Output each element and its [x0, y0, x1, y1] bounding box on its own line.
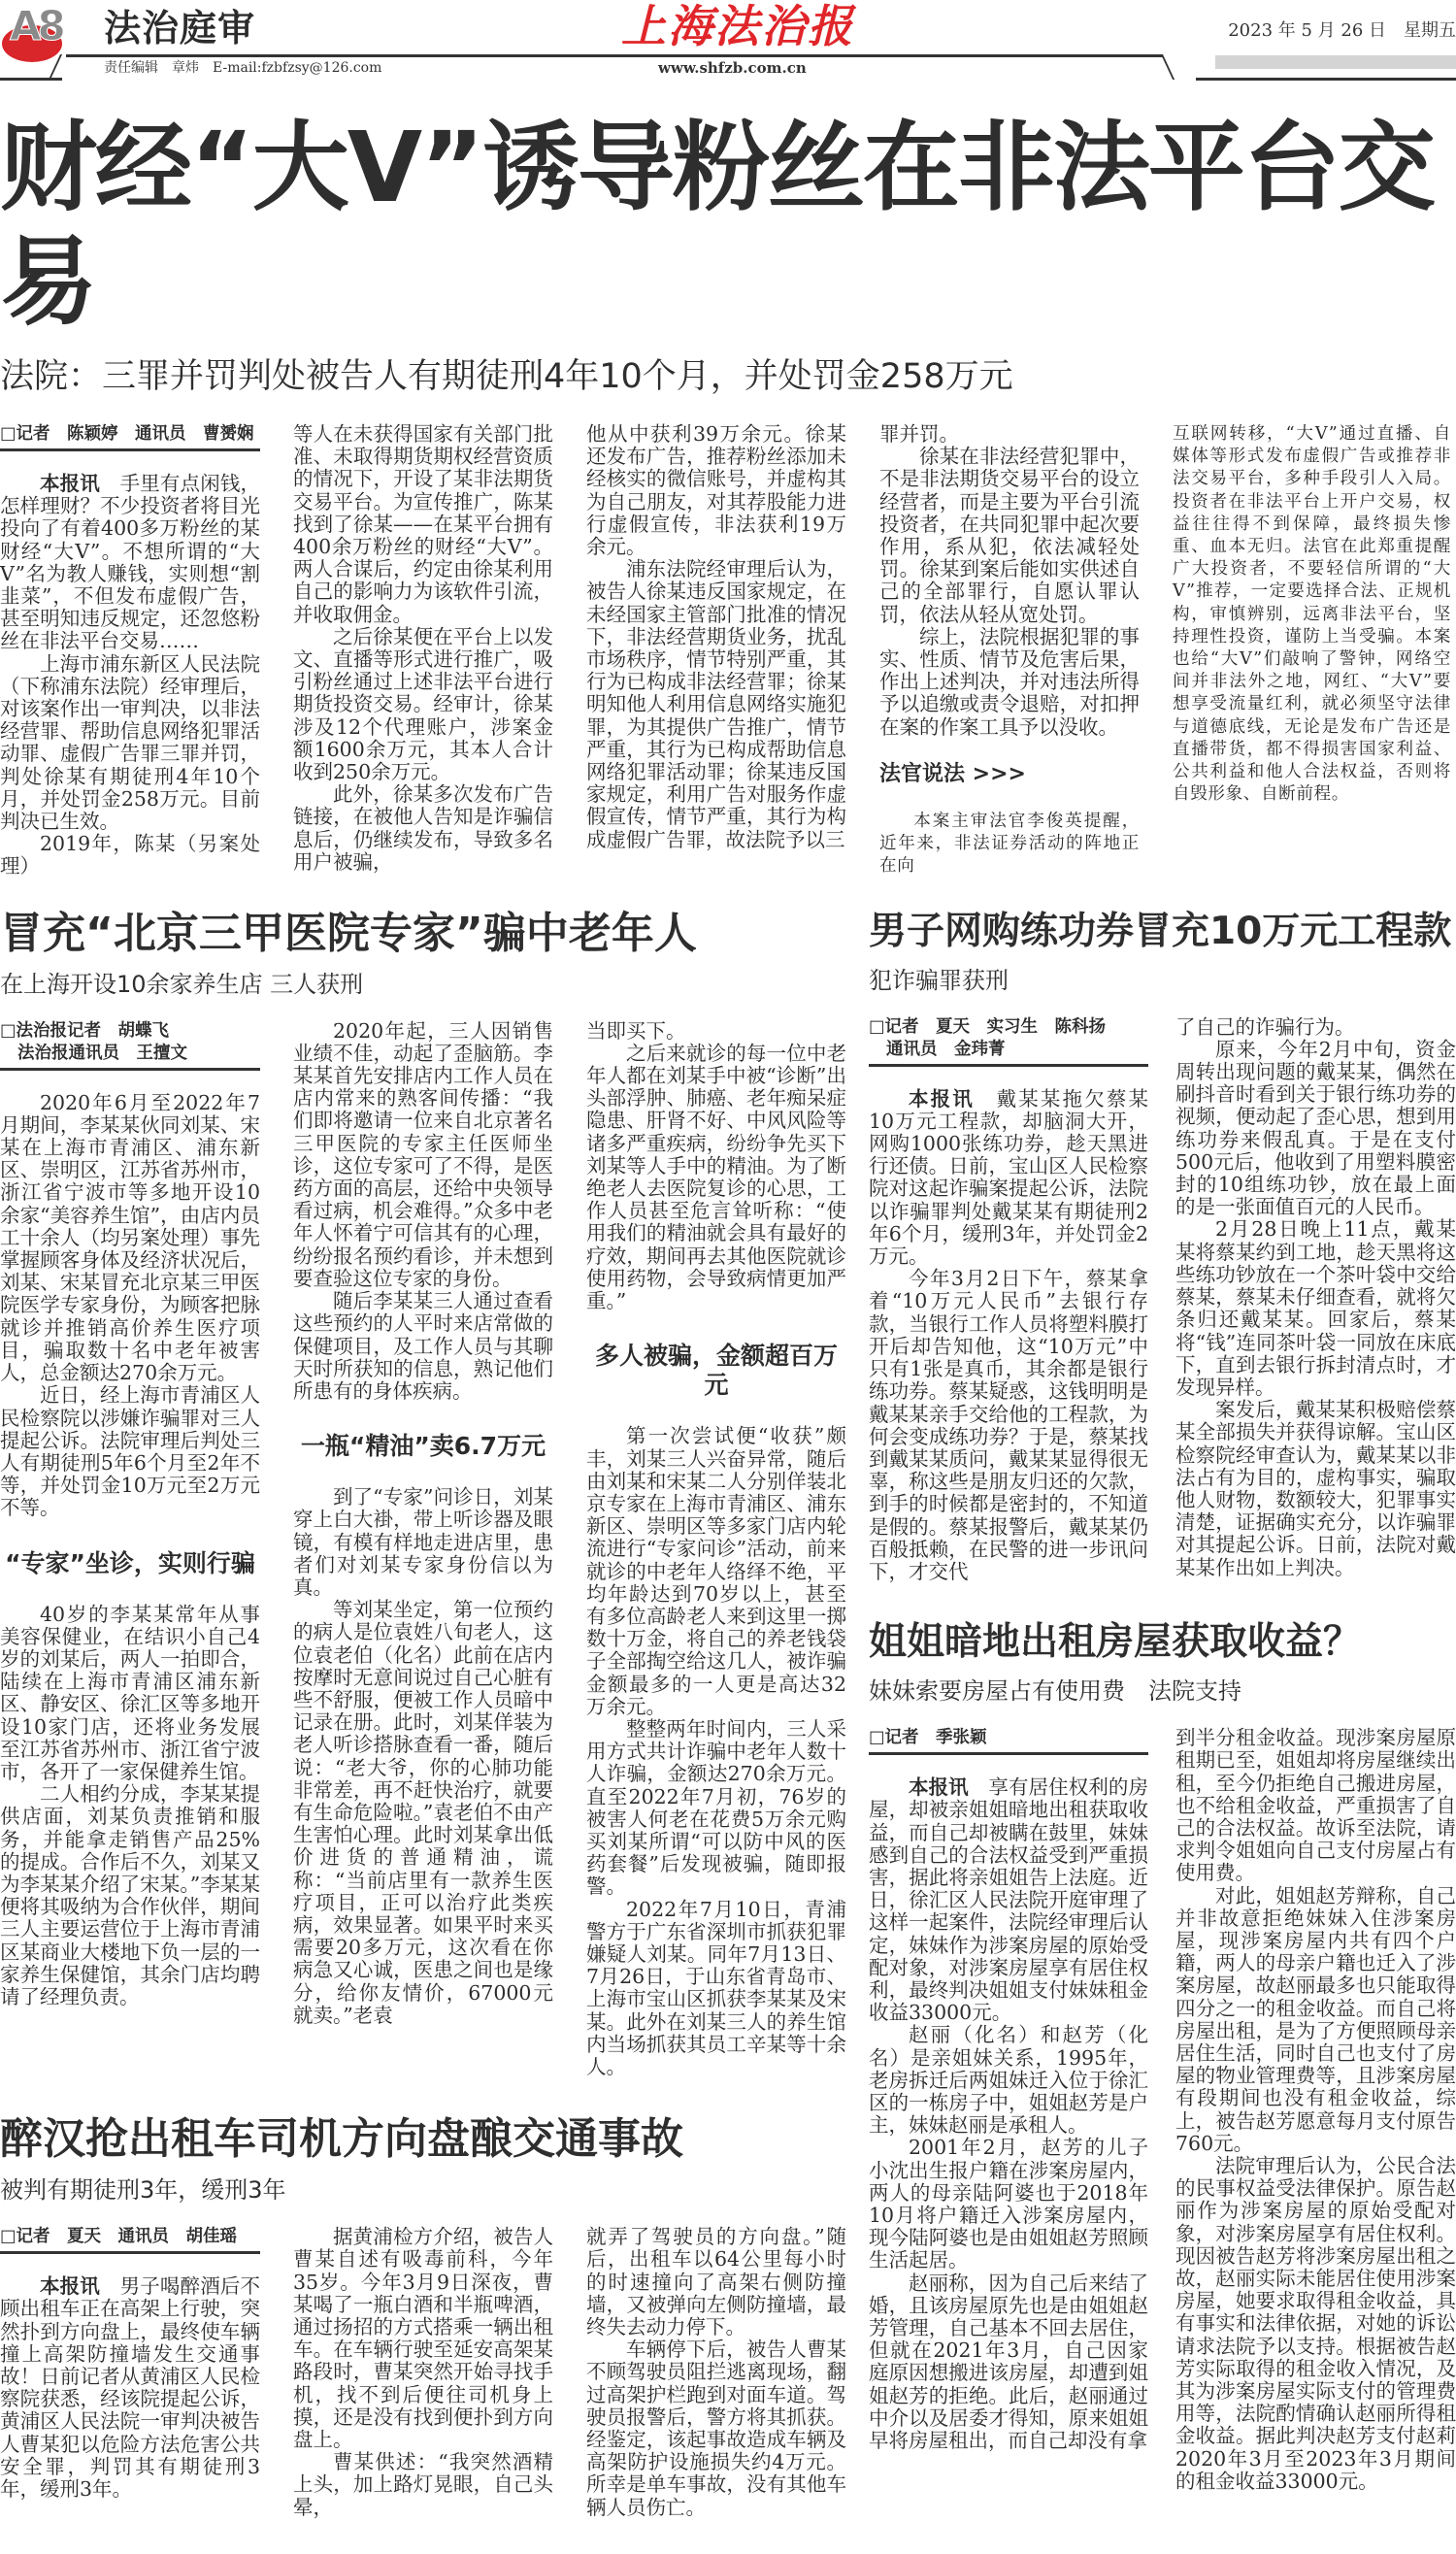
paragraph-text: 案发后，戴某某积极赔偿蔡某全部损失并获得谅解。宝山区检察院经审查认为，戴某某以非法占有为目的，虚构事实，骗取他人财物，数额较大，犯罪事实清楚，证据确实充分，以诈骗罪对其提起公诉。日前，法院对戴某某作出如上判决。: [1175, 1398, 1456, 1579]
paragraph-text: 此外，徐某多次发布广告链接，在被他人告知是诈骗信息后，仍继续发布，导致多名用户被骗，: [293, 782, 553, 874]
paragraph: [0, 1604, 260, 1784]
drunk-passenger-body: [0, 2226, 847, 2519]
byline-line: □记者 夏天 通讯员 胡佳瑶: [0, 2227, 238, 2247]
practice-notes-column-2: [1175, 1016, 1456, 1579]
paragraph-text: 手里有点闲钱，怎样理财？不少投资者将目光投向了有着400多万粉丝的某财经“大V”。不想所谓的“大V”名为教人赚钱，实则想“割韭菜”，不但发布虚假广告，甚至明知违反规定，还忽悠粉丝在非法平台交易……: [0, 472, 261, 653]
newspaper-masthead: 上海法治报: [621, 0, 854, 52]
page-number: A8: [10, 2, 62, 50]
paragraph-text: 对此，姐姐赵芳辩称，自己并非故意拒绝妹妹入住涉案房屋，现涉案房屋内共有四个户籍，两人的母亲户籍也迁入了涉案房屋，故赵丽最多也只能取得四分之一的租金收益。而自己将房屋出租，是为了方便照顾母亲居住生活，同时自己也支付了房屋的物业管理费等，且涉案房屋有段期间也没有租金收益，综上，被告赵芳愿意每月支付原告760元。: [1175, 1883, 1456, 2155]
drunk-passenger-column-3: [586, 2226, 846, 2519]
editor-credit: 责任编辑 章炜 E-mail:fzbfzsy@126.com: [104, 60, 382, 76]
practice-notes-subheadline: 犯诈骗罪获刑: [869, 966, 1009, 994]
paragraph-text: 随后李某某三人通过查看这些预约的人平时来店常做的保健项目，及工作人员与其聊天时所获知的信息，熟记他们所患有的身体疾病。: [293, 1289, 553, 1403]
paragraph: [293, 1486, 553, 1599]
page-header: [0, 0, 1456, 89]
fake-doctor-column-3: [586, 1020, 846, 2079]
paragraph-text: 罪并罚。: [879, 422, 959, 446]
paragraph: [0, 1384, 260, 1519]
drunk-passenger-headline: 醉汉抢出租车司机方向盘酿交通事故: [0, 2114, 683, 2165]
lead-article-column-5: [1173, 423, 1451, 806]
byline: [869, 1727, 1148, 1755]
paragraph-text: 了自己的诈骗行为。: [1175, 1014, 1355, 1039]
lead-article-column-1: [0, 423, 260, 879]
paragraph: [1175, 1399, 1456, 1579]
drunk-passenger-subheadline: 被判有期徒刑3年，缓刑3年: [0, 2176, 286, 2205]
left-stack: [0, 908, 847, 2554]
fake-doctor-body: [0, 1020, 847, 2079]
paragraph-text: 2020年6月至2022年7月期间，李某某伙同刘某、宋某在上海市青浦区、浦东新区、崇明区，江苏省苏州市，浙江省宁波市等多地开设10余家“美容养生馆”，由店内员工十余人（均另案处理）事先掌握顾客身体及经济状况后，刘某、宋某冒充北京某三甲医院医学专家身份，为顾客把脉就诊并推销高价养生医疗项目，骗取数十名中老年被害人，总金额达270余万元。: [0, 1090, 260, 1385]
paragraph-text: 原来，今年2月中旬，资金周转出现问题的戴某某，偶然在刷抖音时看到关于银行练功券的视频，便动起了歪心思，想到用练功券来假乱真。于是在支付500元后，他收到了用塑料膜密封的10组练功钞，放在最上面的是一张面值百元的人民币。: [1175, 1037, 1456, 1219]
drunk-passenger-article: [0, 2113, 847, 2519]
dateline-label: 本报讯: [909, 1086, 975, 1111]
paragraph: [586, 1899, 846, 2079]
sister-rental-headline: 姐姐暗地出租房屋获取收益？: [869, 1620, 1362, 1665]
paragraph-text: 之后徐某便在平台上以发文、直播等形式进行推广，吸引粉丝通过上述非法平台进行期货投资交易。经审计，徐某涉及12个代理账户，涉案金额1600余万元，其本人合计收到250余万元。: [293, 624, 553, 784]
paragraph-text: 曹某供述：“我突然酒精上头，加上路灯晃眼，自己头晕，: [293, 2450, 553, 2519]
byline-line: □记者 陈颖婷 通讯员 曹赟娴: [0, 424, 254, 444]
paragraph: [879, 446, 1140, 626]
paragraph: [293, 2451, 553, 2519]
lead-article-column-2: [293, 423, 553, 874]
sister-rental-article: [869, 1618, 1456, 2493]
paragraph: [293, 2226, 553, 2451]
paragraph: [869, 1088, 1148, 1269]
paragraph-text: 上海市浦东新区人民法院（下称浦东法院）经审理后，对该案作出一审判决，以非法经营罪、帮助信息网络犯罪活动罪、虚假广告罪三罪并罚，判处徐某有期徒刑4年10个月，并处罚金258万元。目前判决已生效。: [0, 651, 260, 834]
header-decoration-bar: [1215, 55, 1456, 69]
byline-line: 法治报通讯员 王擅文: [17, 1043, 187, 1063]
paragraph-text: 浦东法院经审理后认为，被告人徐某违反国家规定，在未经国家主管部门批准的情况下，非法经营期货业务，扰乱市场秩序，情节特别严重，其行为已构成非法经营罪；徐某明知他人利用信息网络实施犯罪，为其提供广告推广，情节严重，其行为已构成帮助信息网络犯罪活动罪；徐某违反国家规定，利用广告对服务作虚假宣传，情节严重，其行为构成虚假广告罪，故法院予以三: [586, 557, 846, 851]
paragraph: [1175, 1016, 1456, 1039]
paragraph-text: 2020年起，三人因销售业绩不佳，动起了歪脑筋。李某某首先安排店内工作人员在店内常来的熟客间传播：“我们即将邀请一位来自北京著名三甲医院的专家主任医师坐诊，这位专家可了不得，是医药方面的高层，还给中央领导看过病，机会难得。”众多中老年人怀着宁可信其有的心理，纷纷报名预约看诊，并未想到要查验这位专家的身份。: [293, 1018, 553, 1290]
header-rule: [0, 78, 62, 81]
byline: [0, 423, 260, 451]
lead-article-subheadline: 法院：三罪并罚判处被告人有期徒刑4年10个月，并处罚金258万元: [0, 357, 1013, 396]
drunk-passenger-column-2: [293, 2226, 553, 2519]
paragraph-text: 到了“专家”问诊日，刘某穿上白大褂，带上听诊器及眼镜，有模有样地走进店里，患者们对刘某专家身份信以为真。: [293, 1485, 553, 1599]
practice-notes-headline: 男子网购练功券冒充10万元工程款: [869, 909, 1452, 953]
paragraph: [586, 1425, 846, 1718]
paragraph-text: 互联网转移，“大V”通过直播、自媒体等形式发布虚假广告或推荐非法交易平台，多种手段引人入局。投资者在非法平台上开户交易，权益往往得不到保障，最终损失惨重、血本无归。法官在此郑重提醒广大投资者，不要轻信所谓的“大V”推荐，一定要选择合法、正规机构，审慎辨别，远离非法平台，坚持理性投资，谨防上当受骗。本案也给“大V”们敲响了警钟，网络空间并非法外之地，网红、“大V”要想享受流量红利，就必须坚守法律与道德底线，无论是发布广告还是直播带货，都不得损害国家利益、公共利益和他人合法权益，否则将自毁形象、自断前程。: [1173, 424, 1451, 805]
paragraph-text: 综上，法院根据犯罪的事实、性质、情节及危害后果，作出上述判决，并对违法所得予以追缴或责令退赔，对扣押在案的作案工具予以没收。: [879, 624, 1140, 739]
sister-rental-body: [869, 1727, 1456, 2493]
paragraph: [293, 1290, 553, 1403]
lead-article-body: [0, 423, 1456, 879]
paragraph: [293, 626, 553, 783]
paragraph: [293, 423, 553, 626]
paragraph-text: 等刘某坐定，第一位预约的病人是位袁姓八旬老人，这位袁老伯（化名）此前在店内按摩时无意间说过自己心脏有些不舒服，便被工作人员暗中记录在册。此时，刘某佯装为老人听诊搭脉查看一番，随后说：“老大爷，你的心肺功能非常差，再不赶快治疗，就要有生命危险啦。”袁老伯不由产生害怕心理。此时刘某拿出低价进货的普通精油，谎称：“当前店里有一款养生医疗项目，正可以治疗此类疾病，效果显著。如果平时来买需要20多万元，这次看在你病急又心诚，医患之间也是缘分，给你友情价，67000元就卖。”老袁: [293, 1598, 553, 2027]
practice-notes-column-1: [869, 1016, 1148, 1583]
paragraph: [1175, 1039, 1456, 1219]
paragraph: [0, 2275, 260, 2501]
paragraph: [0, 473, 260, 653]
paragraph-text: 本案主审法官李俊英提醒，近年来，非法证券活动的阵地正在向: [879, 811, 1140, 877]
fake-doctor-column-1: [0, 1020, 260, 2009]
paragraph: [0, 1092, 260, 1385]
fake-doctor-column-2: [293, 1020, 553, 2027]
byline: [869, 1016, 1148, 1067]
paragraph: [869, 2024, 1148, 2137]
paragraph-text: 2022年7月10日，青浦警方于广东省深圳市抓获犯罪嫌疑人刘某。同年7月13日、7月26日，于山东省青岛市、上海市宝山区抓获李某某及宋某。此外在刘某三人的养生馆内当场抓获其员工辛某等十余人。: [586, 1897, 846, 2078]
paragraph: [293, 1599, 553, 2027]
paragraph: [879, 811, 1140, 879]
paragraph-text: 男子喝醉酒后不顾出租车正在高架上行驶，突然扑到方向盘上，最终使车辆撞上高架防撞墙发生交通事故！日前记者从黄浦区人民检察院获悉，经该院提起公诉，黄浦区人民法院一审判决被告人曹某犯以危险方法危害公共安全罪，判罚其有期徒刑3年，缓刑3年。: [0, 2274, 261, 2502]
paragraph: [1175, 1727, 1456, 1884]
paragraph: [293, 1020, 553, 1290]
paragraph: [1173, 423, 1451, 806]
paragraph-text: 戴某某拖欠蔡某10万元工程款，却脑洞大开，网购1000张练功券，趁天黑进行还债。日前，宝山区人民检察院对这起诈骗案提起公诉，法院以诈骗罪判处戴某某有期徒刑2年6个月，缓刑3年，并处罚金2万元。: [869, 1086, 1149, 1269]
paragraph: [879, 423, 1140, 446]
fake-doctor-article: [0, 908, 847, 2079]
paragraph: [1175, 2155, 1456, 2493]
paragraph: [869, 1776, 1148, 2024]
lead-article-headline: 财经“大V”诱导粉丝在非法平台交易: [0, 111, 1434, 339]
lead-article-column-3: [586, 423, 846, 851]
paragraph-text: 据黄浦检方介绍，被告人曹某自述有吸毒前科，今年35岁。今年3月9日深夜，曹某喝了一瓶白酒和半瓶啤酒，通过扬招的方式搭乘一辆出租车。在车辆行驶至延安高架某路段时，曹某突然开始寻找手机，找不到后便往司机身上摸，还是没有找到便扑到方向盘上。: [293, 2225, 553, 2452]
paragraph: [0, 1783, 260, 2008]
paragraph: [869, 2137, 1148, 2272]
lead-article-column-4: [879, 423, 1140, 878]
paragraph-text: 第一次尝试便“收获”颇丰，刘某三人兴奋异常，随后由刘某和宋某二人分别佯装北京专家在上海市青浦区、浦东新区、崇明区等多家门店内轮流进行“专家问诊”活动，前来就诊的中老年人络绎不绝，平均年龄达到70岁以上，甚至有多位高龄老人来到这里一掷数十万金，将自己的养老钱袋子全部掏空给这几人，被诈骗金额最多的一人更是高达32万余元。: [586, 1424, 846, 1718]
paragraph: [869, 1268, 1148, 1583]
drunk-passenger-column-1: [0, 2226, 260, 2501]
sister-rental-subheadline: 妹妹索要房屋占有使用费 法院支持: [869, 1677, 1241, 1706]
paragraph-text: 40岁的李某某常年从事美容保健业，在结识小自己4岁的刘某后，两人一拍即合，陆续在上海市青浦区浦东新区、静安区、徐汇区等多地开设10家门店，还将业务发展至江苏省苏州市、浙江省宁波市，各开了一家保健养生馆。: [0, 1602, 260, 1783]
paragraph: [0, 653, 260, 834]
byline-line: 通讯员 金玮菁: [886, 1039, 1006, 1059]
paragraph-text: 到半分租金收益。现涉案房屋原租期已至，姐姐却将房屋继续出租，至今仍拒绝自己搬进房屋，也不给租金收益，严重损害了自己的合法权益。故诉至法院，请求判令姐姐向自己支付房屋占有使用费。: [1175, 1726, 1456, 1885]
sister-rental-column-1: [869, 1727, 1148, 2452]
paragraph: [1175, 1218, 1456, 1399]
lower-page: [0, 908, 1456, 2554]
right-stack: [869, 908, 1456, 2528]
paragraph-text: 享有居住权利的房屋，却被亲姐姐暗地出租获取收益，而自己却被瞒在鼓里，妹妹感到自己的合法权益受到严重损害，据此将亲姐姐告上法庭。近日，徐汇区人民法院开庭审理了这样一起案件，法院经审理后认定，妹妹作为涉案房屋的原始受配对象，对涉案房屋享有居住权利，最终判决姐姐支付妹妹租金收益33000元。: [869, 1775, 1149, 2025]
paragraph: [586, 1020, 846, 1043]
paragraph-text: 2001年2月，赵芳的儿子小沈出生报户籍在涉案房屋内，两人的母亲陆阿婆也于2018年10月将户籍迁入涉案房屋内，现今陆阿婆也是由姐姐赵芳照顾生活起居。: [869, 2136, 1148, 2272]
dateline-label: 本报讯: [909, 1775, 969, 1800]
issue-date: 2023 年 5 月 26 日 星期五: [1228, 20, 1456, 41]
byline-line: □记者 季张颖: [869, 1728, 987, 1748]
paragraph-text: 赵丽称，因为自己后来结了婚，且该房屋原先也是由姐姐赵芳管理，自己基本不回去居住，但就在2021年3月，自己因家庭原因想搬进该房屋，却遭到姐姐赵芳的拒绝。此后，赵丽通过中介以及居委才得知，原来姐姐早将房屋租出，而自己却没有拿: [869, 2271, 1148, 2453]
website-link[interactable]: www.shfzb.com.cn: [658, 59, 807, 77]
paragraph-text: 2019年，陈某（另案处理）: [0, 832, 260, 879]
paragraph-text: 当即买下。: [586, 1018, 686, 1043]
paragraph-text: 之后来就诊的每一位中老年人都在刘某手中被“诊断”出头部浮肿、肺癌、老年痴呆症隐患、肝肾不好、中风风险等诸多严重疾病，纷纷争先买下刘某等人手中的精油。为了断绝老人去医院复诊的心思，工作人员甚至危言耸听称：“使用我们的精油就会具有最好的疗效，期间再去其他医院就诊使用药物，会导致病情更加严重。”: [586, 1041, 846, 1313]
section-title: 法治庭审: [104, 7, 256, 50]
byline-line: □记者 夏天 实习生 陈科扬: [869, 1016, 1107, 1037]
section-subheading: 多人被骗，金额超百万元: [594, 1342, 838, 1400]
section-subheading: “专家”坐诊，实则行骗: [5, 1548, 255, 1577]
dateline-label: 本报讯: [40, 472, 100, 495]
paragraph: [1175, 1885, 1456, 2155]
header-rule-corner: [49, 54, 78, 80]
paragraph-text: 法院审理后认为，公民合法的民事权益受法律保护。原告赵丽作为涉案房屋的原始受配对象，对涉案房屋享有居住权利。现因被告赵芳将涉案房屋出租之故，赵丽实际未能居住使用涉案房屋，她要求取得租金收益，具有事实和法律依据，对她的诉讼请求法院予以支持。根据被告赵芳实际取得的租金收入情况，及其为涉案房屋实际支付的管理费用等，法院酌情确认赵丽所得租金收益。据此判决赵芳支付赵莉2020年3月至2023年3月期间的租金收益33000元。: [1175, 2153, 1456, 2493]
sister-rental-column-2: [1175, 1727, 1456, 2493]
paragraph: [586, 2338, 846, 2519]
practice-notes-article: [869, 908, 1456, 1583]
paragraph-text: 近日，经上海市青浦区人民检察院以涉嫌诈骗罪对三人提起公诉。法院审理后判处三人有期徒刑5年6个月至2年不等，并处罚金10万元至2万元不等。: [0, 1383, 260, 1520]
paragraph: [586, 1043, 846, 1312]
header-rule-corner: [1161, 54, 1204, 80]
paragraph: [586, 2226, 846, 2338]
paragraph-text: 二人相约分成，李某某提供店面，刘某负责推销和服务，并能拿走销售产品25%的提成。合作后不久，刘某又为李某某介绍了宋某。”李某某便将其吸纳为合作伙伴，期间三人主要运营位于上海市青浦区某商业大楼地下负一层的一家养生保健馆，其余门店均聘请了经理负责。: [0, 1782, 260, 2008]
section-subheading: 一瓶“精油”卖6.7万元: [300, 1432, 546, 1461]
paragraph: [293, 783, 553, 874]
paragraph-text: 车辆停下后，被告人曹某不顾驾驶员阻拦逃离现场，翻过高架护栏跑到对面车道。驾驶员报警后，警方将其抓获。经鉴定，该起事故造成车辆及高架防护设施损失约4万元。所幸是单车事故，没有其他车辆人员伤亡。: [586, 2338, 846, 2519]
paragraph: [879, 626, 1140, 739]
paragraph-text: 赵丽（化名）和赵芳（化名）是亲姐妹关系，1995年，老房拆迁后两姐妹迁入位于徐汇区的一栋房子中，姐姐赵芳是户主，妹妹赵丽是承租人。: [869, 2023, 1148, 2138]
paragraph-text: 今年3月2日下午，蔡某拿着“10万元人民币”去银行存款，当银行工作人员将塑料膜打开后却告知他，这“10万元”中只有1张是真币，其余都是银行练功券。蔡某疑惑，这钱明明是戴某某亲手交给他的工程款，为何会变成练功券？于是，蔡某找到戴某某质问，戴某某显得很无辜，称这些是朋友归还的欠款，到手的时候都是密封的，不知道是假的。蔡某报警后，戴某某仍百般抵赖，在民警的进一步讯问下，才交代: [869, 1267, 1148, 1583]
practice-notes-body: [869, 1016, 1456, 1583]
paragraph-text: 2月28日晚上11点，戴某某将蔡某约到工地，趁天黑将这些练功钞放在一个茶叶袋中交给蔡某，蔡某未仔细查看，就将欠条归还戴某某。回家后，蔡某将“钱”连同茶叶袋一同放在床底下，直到去银行拆封清点时，才发现异样。: [1175, 1217, 1456, 1399]
paragraph: [869, 2272, 1148, 2453]
byline: [0, 2226, 260, 2254]
paragraph: [586, 558, 846, 851]
paragraph: [586, 423, 846, 558]
paragraph: [586, 1718, 846, 1899]
paragraph-text: 等人在未获得国家有关部门批准、未取得期货期权经营资质的情况下，开设了某非法期货交易平台。为宣传推广，陈某找到了徐某——在某平台拥有400余万粉丝的财经“大V”。两人合谋后，约定由徐某利用自己的影响力为该软件引流，并收取佣金。: [293, 422, 553, 626]
byline-line: □法治报记者 胡蝶飞: [0, 1020, 170, 1041]
paragraph-text: 就弄了驾驶员的方向盘。”随后，出租车以64公里每小时的时速撞向了高架右侧防撞墙，又被弹向左侧防撞墙，最终失去动力停下。: [586, 2225, 846, 2338]
header-rule: [66, 54, 1163, 57]
paragraph-text: 徐某在非法经营犯罪中，不是非法期货交易平台的设立经营者，而是主要为平台引流投资者，在共同犯罪中起次要作用，系从犯，依法减轻处罚。徐某到案后能如实供述自己的全部罪行，自愿认罪认罚，依法从轻从宽处罚。: [879, 445, 1140, 626]
header-rule: [1196, 78, 1456, 81]
paragraph: [0, 833, 260, 878]
section-subheading: 法官说法 >>>: [879, 761, 1026, 786]
paragraph-text: 整整两年时间内，三人采用方式共计诈骗中老年人数十人诈骗，金额达270余万元。直至2022年7月初，76岁的被害人何老在花费5万余元购买刘某所谓“可以防中风的医药套餐”后发现被骗，随即报警。: [586, 1716, 846, 1899]
dateline-label: 本报讯: [40, 2274, 100, 2299]
paragraph-text: 他从中获利39万余元。徐某还发布广告，推荐粉丝添加未经核实的微信账号，并虚构其为自己朋友，对其荐股能力进行虚假宣传，非法获利19万余元。: [586, 422, 846, 559]
fake-doctor-subheadline: 在上海开设10余家养生店 三人获刑: [0, 970, 364, 998]
byline: [0, 1020, 260, 1071]
fake-doctor-headline: 冒充“北京三甲医院专家”骗中老年人: [0, 908, 697, 958]
